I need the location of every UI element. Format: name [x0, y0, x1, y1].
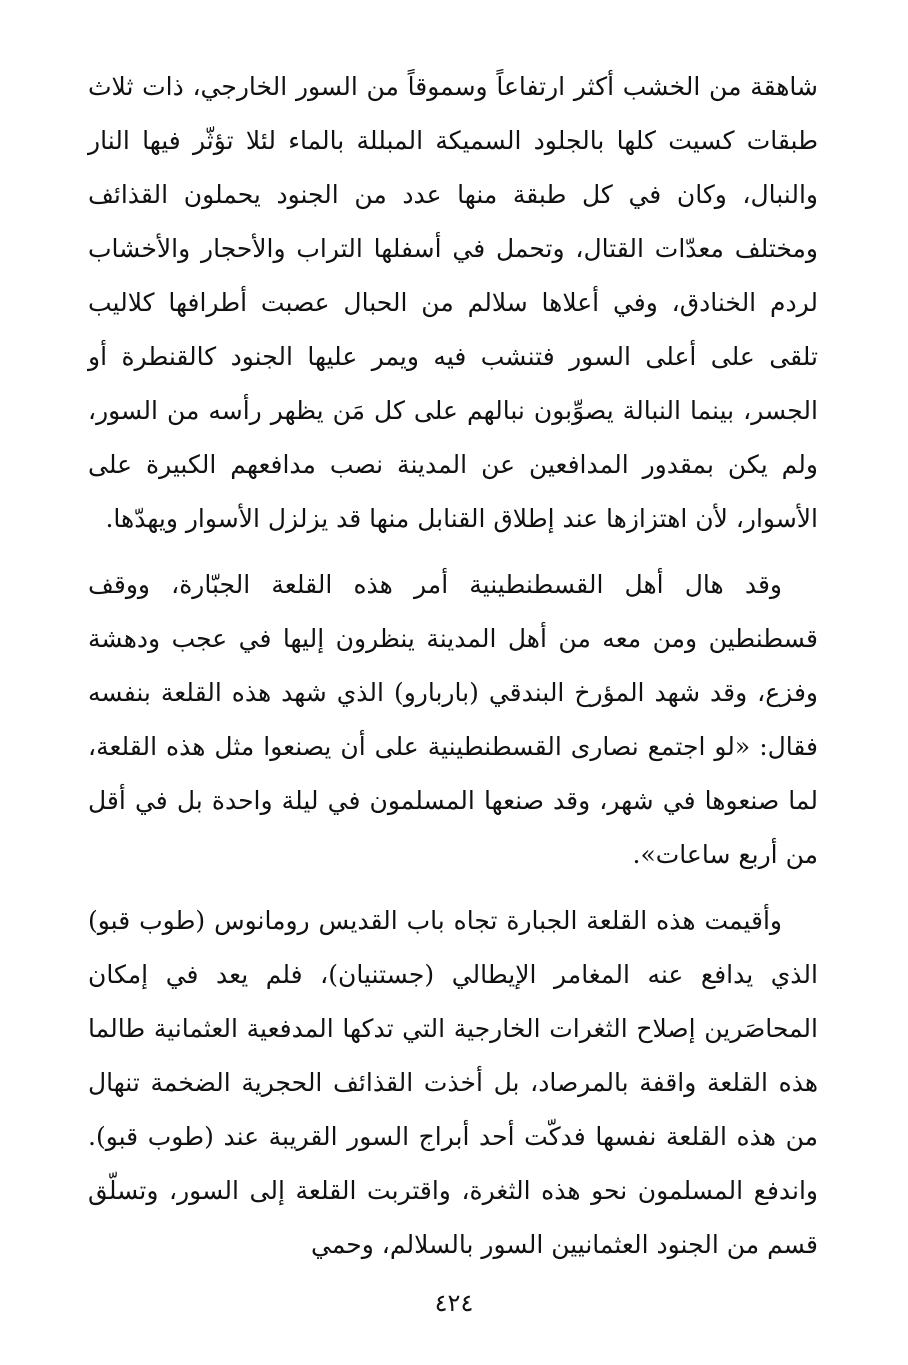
page-body: [88, 60, 818, 1272]
page-number: ٤٢٤: [434, 1289, 474, 1317]
paragraph-1: شاهقة من الخشب أكثر ارتفاعاً وسموقاً من السور الخارجي، ذات ثلاث طبقات كسيت كلها بالجلود السميكة المبللة بالماء لئلا تؤثّر فيها النار والنبال، وكان في كل طبقة منها عدد من الجنود يحملون القذائف ومختلف معدّات القتال، وتحمل في أسفلها التراب والأحجار والأخشاب لردم الخنادق، وفي أعلاها سلالم من الحبال عصبت أطرافها كلاليب تلقى على أعلى السور فتنشب فيه ويمر عليها الجنود كالقنطرة أو الجسر، بينما النبالة يصوِّبون نبالهم على كل مَن يظهر رأسه من السور، ولم يكن بمقدور المدافعين عن المدينة نصب مدافعهم الكبيرة على الأسوار، لأن اهتزازها عند إطلاق القنابل منها قد يزلزل الأسوار ويهدّها.: [88, 72, 818, 533]
paragraph-3: وأقيمت هذه القلعة الجبارة تجاه باب القديس رومانوس (طوب قبو) الذي يدافع عنه المغامر الإيطالي (جستنيان)، فلم يعد في إمكان المحاصَرين إصلاح الثغرات الخارجية التي تدكها المدفعية العثمانية طالما هذه القلعة واقفة بالمرصاد، بل أخذت القذائف الحجرية الضخمة تنهال من هذه القلعة نفسها فدكّت أحد أبراج السور القريبة عند (طوب قبو). واندفع المسلمون نحو هذه الثغرة، واقتربت القلعة إلى السور، وتسلّق قسم من الجنود العثمانيين السور بالسلالم، وحمي: [88, 906, 818, 1259]
paragraph-2: وقد هال أهل القسطنطينية أمر هذه القلعة الجبّارة، ووقف قسطنطين ومن معه من أهل المدينة ينظرون إليها في عجب ودهشة وفزع، وقد شهد المؤرخ البندقي (باربارو) الذي شهد هذه القلعة بنفسه فقال: «لو اجتمع نصارى القسطنطينية على أن يصنعوا مثل هذه القلعة، لما صنعوها في شهر، وقد صنعها المسلمون في ليلة واحدة بل في أقل من أربع ساعات».: [88, 570, 818, 869]
